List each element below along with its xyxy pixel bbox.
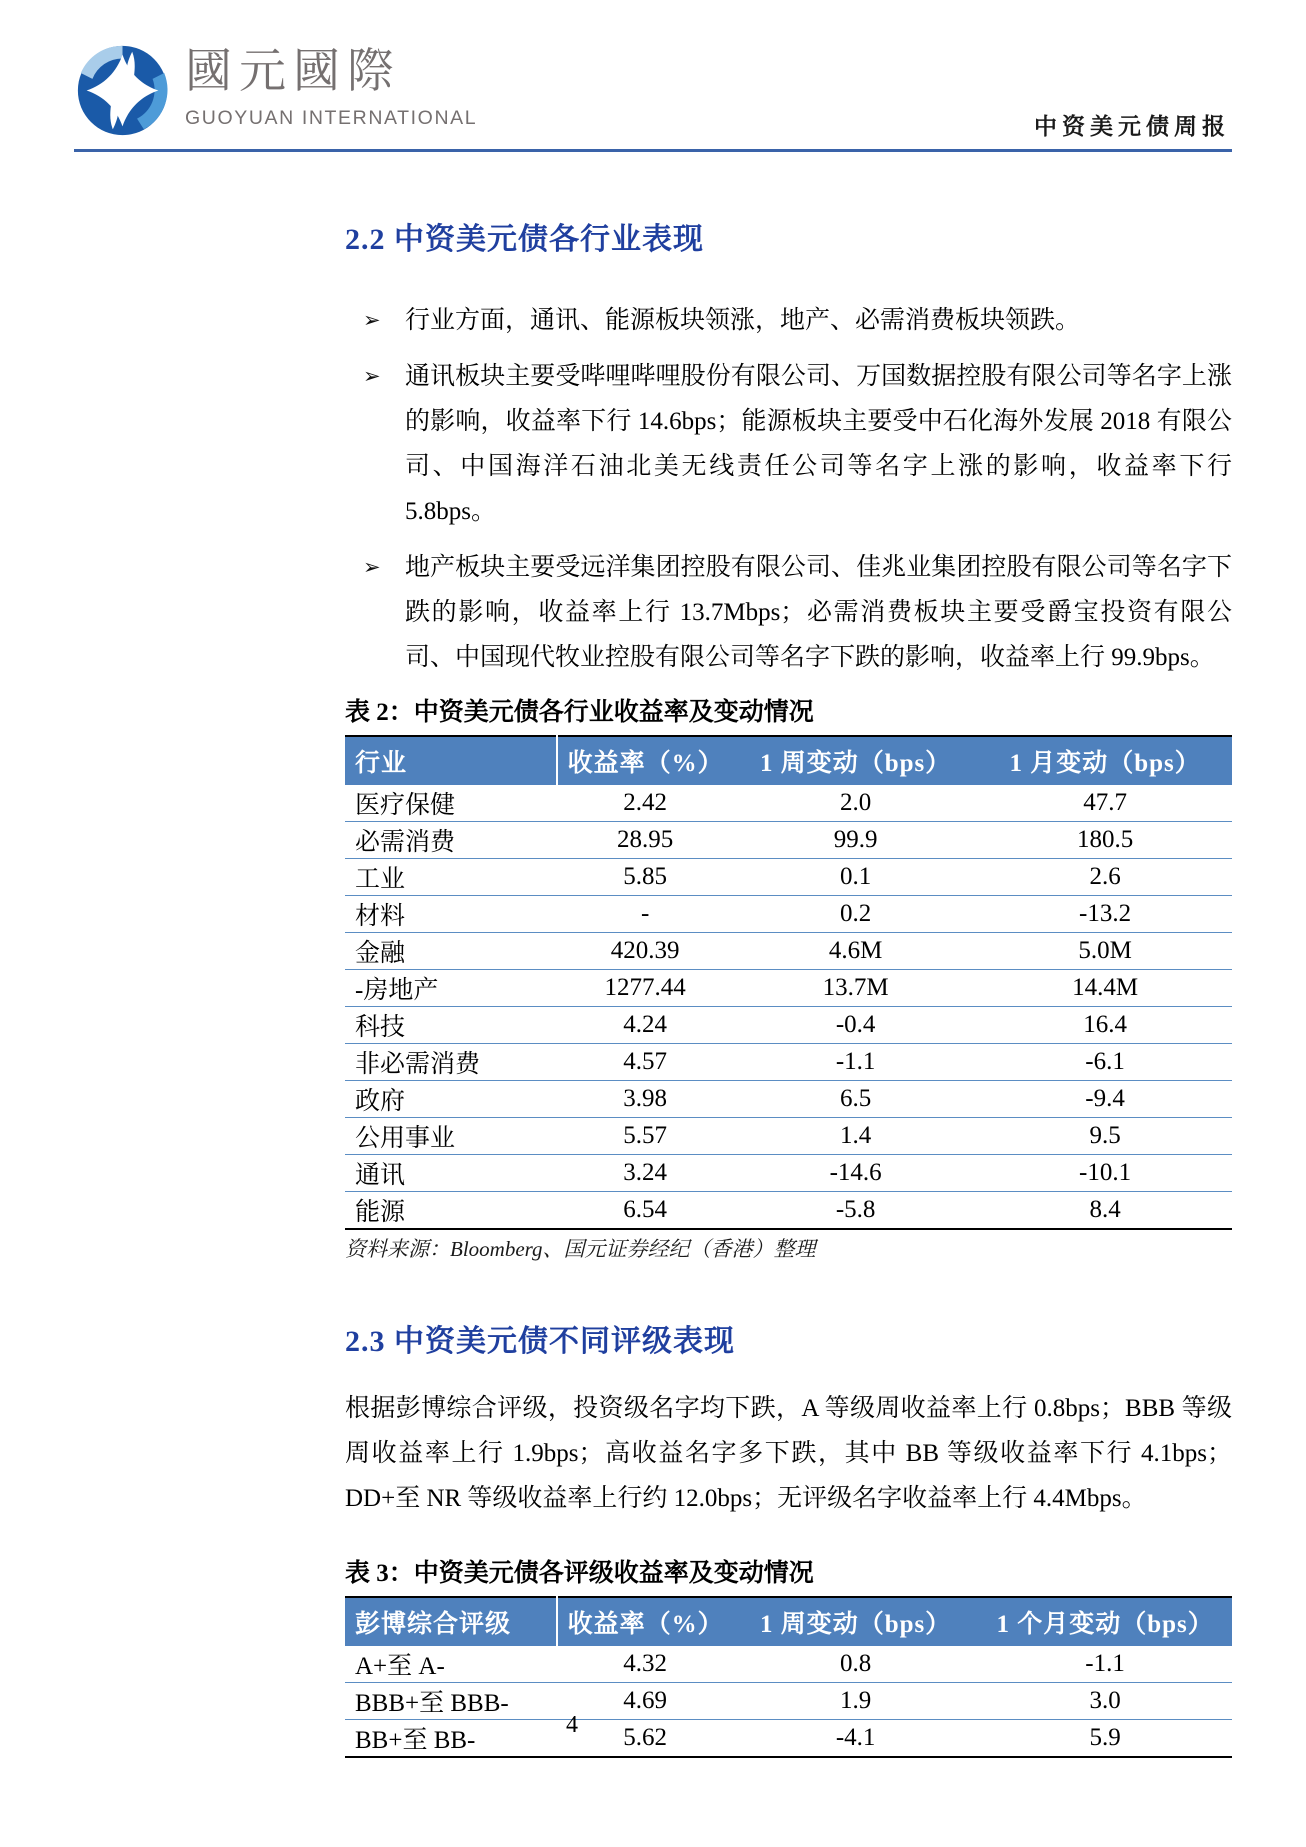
bullet-text: 地产板块主要受远洋集团控股有限公司、佳兆业集团控股有限公司等名字下跌的影响，收益率上行 13.7Mbps；必需消费板块主要受爵宝投资有限公司、中国现代牧业控股有限公司等名字下跌的影响，收益率上行 99.9bps。	[405, 554, 1232, 671]
cell-value: 28.95	[557, 822, 733, 859]
row-label: 工业	[345, 859, 557, 896]
cell-value: -6.1	[978, 1044, 1232, 1081]
cell-value: 1.9	[733, 1683, 978, 1720]
row-label: 政府	[345, 1081, 557, 1118]
column-header: 1 周变动（bps）	[733, 736, 978, 785]
row-label: -房地产	[345, 970, 557, 1007]
table-row	[345, 970, 1232, 1007]
cell-value: 3.0	[978, 1683, 1232, 1720]
column-header: 收益率（%）	[557, 1597, 733, 1646]
table-row	[345, 1155, 1232, 1192]
cell-value: 6.5	[733, 1081, 978, 1118]
cell-value: 1.4	[733, 1118, 978, 1155]
row-label: BB+至 BB-	[345, 1720, 557, 1758]
logo-text	[185, 42, 477, 130]
bullet-text: 通讯板块主要受哔哩哔哩股份有限公司、万国数据控股有限公司等名字上涨的影响，收益率下行 14.6bps；能源板块主要受中石化海外发展 2018 有限公司、中国海洋石油北美无线责任公司等名字上涨的影响，收益率下行 5.8bps。	[405, 363, 1232, 525]
table-row	[345, 1044, 1232, 1081]
cell-value: 5.57	[557, 1118, 733, 1155]
bullet-item	[345, 354, 1232, 534]
table2-source-note: 资料来源：Bloomberg、国元证券经纪（香港）整理	[345, 1237, 816, 1261]
row-label: 能源	[345, 1192, 557, 1230]
table-row	[345, 1720, 1232, 1758]
row-label: 材料	[345, 896, 557, 933]
cell-value: -5.8	[733, 1192, 978, 1230]
cell-value: 5.0M	[978, 933, 1232, 970]
section-2-3-paragraph: 根据彭博综合评级，投资级名字均下跌，A 等级周收益率上行 0.8bps；BBB 等级周收益率上行 1.9bps；高收益名字多下跌，其中 BB 等级收益率下行 4.1bps；DD+至 NR 等级收益率上行约 12.0bps；无评级名字收益率上行 4.4Mbps。	[345, 1395, 1232, 1512]
cell-value: 8.4	[978, 1192, 1232, 1230]
table-row	[345, 933, 1232, 970]
cell-value: 420.39	[557, 933, 733, 970]
cell-value: 4.57	[557, 1044, 733, 1081]
cell-value: 0.8	[733, 1646, 978, 1683]
row-label: 通讯	[345, 1155, 557, 1192]
logo-name-cn: 國元國際	[185, 46, 401, 98]
table-row	[345, 1081, 1232, 1118]
row-label: 金融	[345, 933, 557, 970]
section-2-2-title: 2.2 中资美元债各行业表现	[345, 223, 704, 256]
column-header: 1 周变动（bps）	[733, 1597, 978, 1646]
cell-value: 4.24	[557, 1007, 733, 1044]
cell-value: 4.32	[557, 1646, 733, 1683]
table-row	[345, 1007, 1232, 1044]
cell-value: 180.5	[978, 822, 1232, 859]
bullet-text: 行业方面，通讯、能源板块领涨，地产、必需消费板块领跌。	[405, 307, 1081, 334]
cell-value: 2.42	[557, 785, 733, 822]
cell-value: 99.9	[733, 822, 978, 859]
table-header-row	[345, 1597, 1232, 1646]
cell-value: 13.7M	[733, 970, 978, 1007]
bullet-arrow-icon: ➢	[363, 308, 381, 332]
row-label: BBB+至 BBB-	[345, 1683, 557, 1720]
cell-value: -1.1	[978, 1646, 1232, 1683]
row-label: 必需消费	[345, 822, 557, 859]
cell-value: -1.1	[733, 1044, 978, 1081]
row-label: 科技	[345, 1007, 557, 1044]
table-row	[345, 859, 1232, 896]
cell-value: -13.2	[978, 896, 1232, 933]
rating-yield-table	[345, 1596, 1232, 1758]
cell-value: 5.62	[557, 1720, 733, 1758]
section-2-2-bullets	[345, 298, 1232, 680]
content-column	[345, 222, 1232, 1758]
column-header: 1 月变动（bps）	[978, 736, 1232, 785]
row-label: A+至 A-	[345, 1646, 557, 1683]
cell-value: 2.0	[733, 785, 978, 822]
table-row	[345, 1683, 1232, 1720]
column-header: 1 个月变动（bps）	[978, 1597, 1232, 1646]
report-type-label: 中资美元债周报	[1034, 114, 1230, 139]
cell-value: 16.4	[978, 1007, 1232, 1044]
cell-value: 4.69	[557, 1683, 733, 1720]
cell-value: 0.2	[733, 896, 978, 933]
row-label: 非必需消费	[345, 1044, 557, 1081]
guoyuan-logo-icon	[74, 42, 171, 139]
column-header: 收益率（%）	[557, 736, 733, 785]
cell-value: -9.4	[978, 1081, 1232, 1118]
cell-value: 47.7	[978, 785, 1232, 822]
page-header	[74, 0, 1232, 152]
cell-value: 6.54	[557, 1192, 733, 1230]
cell-value: 4.6M	[733, 933, 978, 970]
cell-value: -	[557, 896, 733, 933]
cell-value: 5.9	[978, 1720, 1232, 1758]
cell-value: 3.98	[557, 1081, 733, 1118]
bullet-item	[345, 545, 1232, 680]
table-row	[345, 822, 1232, 859]
cell-value: 2.6	[978, 859, 1232, 896]
row-label: 公用事业	[345, 1118, 557, 1155]
cell-value: 9.5	[978, 1118, 1232, 1155]
page-number: 4	[566, 1712, 578, 1738]
bullet-arrow-icon: ➢	[363, 364, 381, 388]
cell-value: 0.1	[733, 859, 978, 896]
table3-caption: 表 3：中资美元债各评级收益率及变动情况	[345, 1560, 814, 1587]
table-header-row	[345, 736, 1232, 785]
industry-yield-table	[345, 735, 1232, 1230]
bullet-arrow-icon: ➢	[363, 555, 381, 579]
column-header: 彭博综合评级	[345, 1597, 557, 1646]
table-row	[345, 896, 1232, 933]
company-logo	[74, 42, 477, 139]
table-row	[345, 1118, 1232, 1155]
cell-value: 1277.44	[557, 970, 733, 1007]
table-row	[345, 785, 1232, 822]
cell-value: 3.24	[557, 1155, 733, 1192]
cell-value: -10.1	[978, 1155, 1232, 1192]
cell-value: 5.85	[557, 859, 733, 896]
logo-name-en: GUOYUAN INTERNATIONAL	[185, 107, 478, 129]
table-row	[345, 1646, 1232, 1683]
cell-value: -0.4	[733, 1007, 978, 1044]
table-row	[345, 1192, 1232, 1230]
table2-caption: 表 2：中资美元债各行业收益率及变动情况	[345, 699, 814, 726]
cell-value: 14.4M	[978, 970, 1232, 1007]
cell-value: -4.1	[733, 1720, 978, 1758]
bullet-item	[345, 298, 1232, 343]
cell-value: -14.6	[733, 1155, 978, 1192]
row-label: 医疗保健	[345, 785, 557, 822]
column-header: 行业	[345, 736, 557, 785]
section-2-3-title: 2.3 中资美元债不同评级表现	[345, 1325, 735, 1358]
